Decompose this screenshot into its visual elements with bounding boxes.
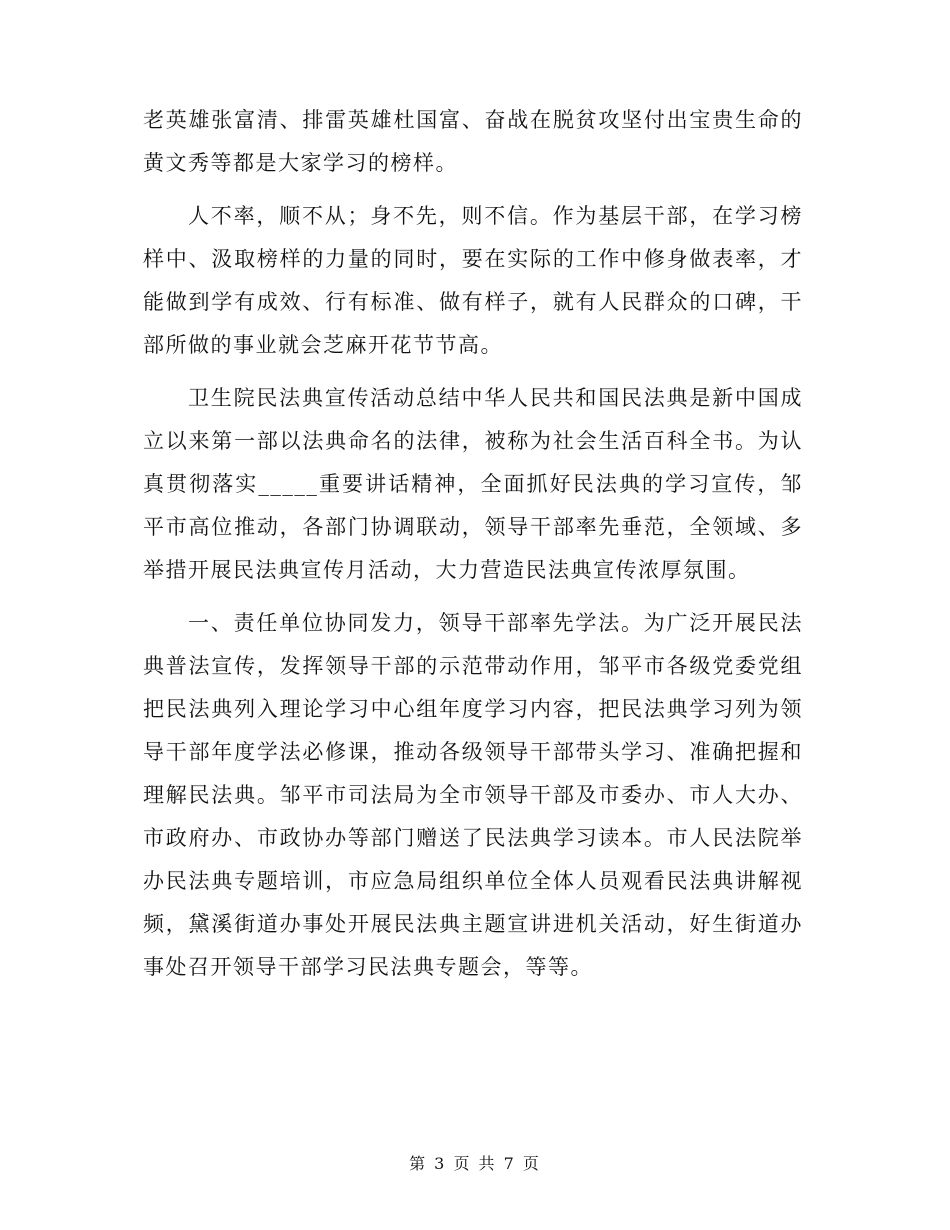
paragraph-leadership-example: 人不率，顺不从；身不先，则不信。作为基层干部，在学习榜样中、汲取榜样的力量的同时，要在实际的工作中修身做表率，才能做到学有成效、行有标准、做有样子，就有人民群众的口碑，干部所做的事业就会芝麻开花节节高。 [143, 204, 803, 357]
paragraph-section-one: 一、责任单位协同发力，领导干部率先学法。为广泛开展民法典普法宣传，发挥领导干部的示范带动作用，邹平市各级党委党组把民法典列入理论学习中心组年度学习内容，把民法典学习列为领导干部年度学法必修课，推动各级领导干部带头学习、准确把握和理解民法典。邹平市司法局为全市领导干部及市委办、市人大办、市政府办、市政协办等部门赠送了民法典学习读本。市人民法院举办民法典专题培训，市应急局组织单位全体人员观看民法典讲解视频，黛溪街道办事处开展民法典主题宣讲进机关活动，好生街道办事处召开领导干部学习民法典专题会，等等。 [143, 611, 803, 979]
document-body [143, 99, 803, 999]
paragraph-civil-code-summary: 卫生院民法典宣传活动总结中华人民共和国民法典是新中国成立以来第一部以法典命名的法律，被称为社会生活百科全书。为认真贯彻落实_____重要讲话精神，全面抓好民法典的学习宣传，邹平市高位推动，各部门协调联动，领导干部率先垂范，全领域、多举措开展民法典宣传月活动，大力营造民法典宣传浓厚氛围。 [143, 386, 803, 582]
paragraph-continuation: 老英雄张富清、排雷英雄杜国富、奋战在脱贫攻坚付出宝贵生命的黄文秀等都是大家学习的榜样。 [143, 108, 803, 175]
page-number-footer: 第 3 页 共 7 页 [409, 1154, 541, 1173]
